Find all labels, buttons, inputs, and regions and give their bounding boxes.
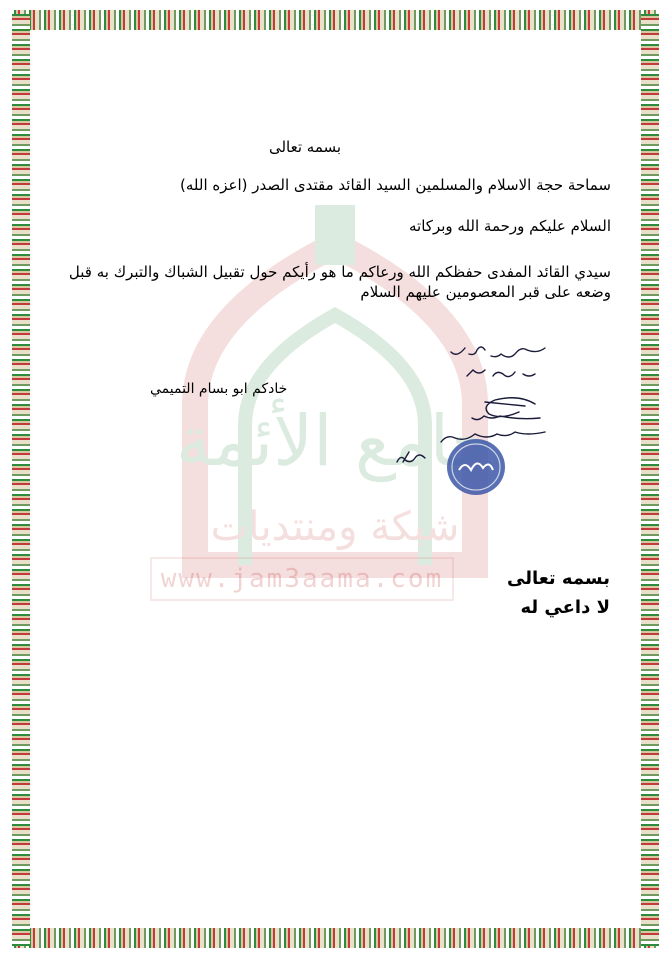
letter-body: سيدي القائد المفدى حفظكم الله ورعاكم ما هو رأيكم حول تقبيل الشباك والتبرك به قبل وضعه على قبر المعصومين عليهم السلام bbox=[68, 263, 611, 301]
watermark-url: www.jam3aama.com bbox=[150, 557, 454, 601]
reply-basmala: بسمه تعالى bbox=[507, 568, 610, 589]
decorative-border-bottom bbox=[14, 928, 657, 948]
reply-answer: لا داعي له bbox=[520, 597, 610, 618]
watermark-name: جامع الأئمة bbox=[175, 400, 495, 482]
decorative-border-top bbox=[14, 10, 657, 30]
letter-signoff: خادكم ابو بسام التميمي bbox=[150, 381, 288, 397]
letter-basmala: بسمه تعالى bbox=[268, 138, 342, 156]
letter-addressee: سماحة حجة الاسلام والمسلمين السيد القائد مقتدى الصدر (اعزه الله) bbox=[180, 176, 611, 194]
letter-greeting: السلام عليكم ورحمة الله وبركاته bbox=[409, 217, 611, 235]
watermark-subtitle: شبكة ومنتديات bbox=[210, 504, 460, 550]
decorative-border-left bbox=[12, 14, 30, 946]
official-seal bbox=[445, 436, 507, 498]
decorative-border-right bbox=[641, 14, 659, 946]
